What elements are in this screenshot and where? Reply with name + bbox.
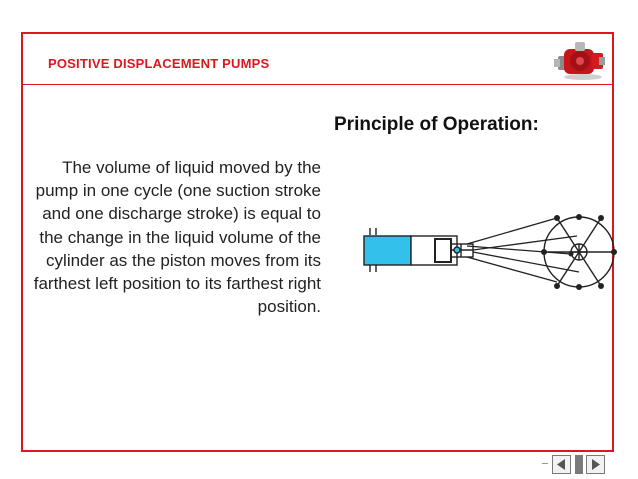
header-title: POSITIVE DISPLACEMENT PUMPS [48,56,270,71]
body-paragraph: The volume of liquid moved by the pump in one cycle (one suction stroke and one discharge stroke) is equal to the change in the liquid volume of the cylinder as the piston moves from its farthest left position to its farthest right position. [33,158,321,317]
connecting-rods [467,218,579,282]
slide-navigation [542,455,610,475]
slide-header [23,34,612,85]
nav-divider [575,455,583,474]
next-slide-button[interactable] [586,455,605,474]
previous-slide-icon [553,456,570,473]
next-slide-icon [587,456,604,473]
piston [435,239,451,262]
nav-separator [542,463,548,464]
liquid-volume [364,236,411,265]
crank-wheel [544,217,614,287]
slide-frame [21,32,614,452]
piston-pump-diagram [357,208,619,308]
pump-logo-icon [550,38,608,80]
section-title: Principle of Operation: [334,114,539,135]
previous-slide-button[interactable] [552,455,571,474]
